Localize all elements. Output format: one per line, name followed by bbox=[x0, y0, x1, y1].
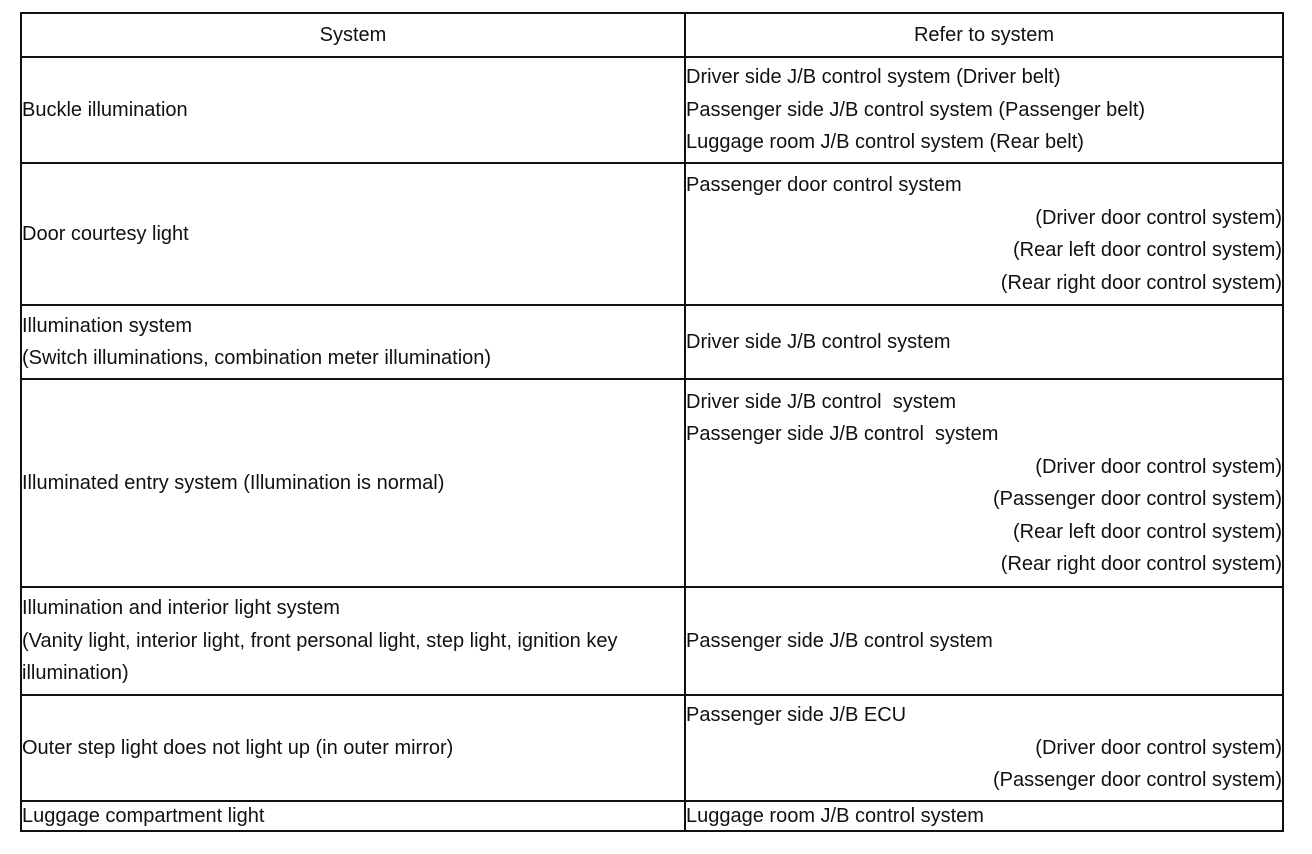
refer-text: Driver side J/B control system bbox=[686, 390, 957, 413]
table-row bbox=[21, 695, 1283, 801]
system-cell bbox=[21, 801, 685, 831]
system-cell bbox=[21, 305, 685, 379]
system-text: Outer step light does not light up (in outer mirror) bbox=[22, 736, 454, 759]
refer-text: (Driver door control system) bbox=[1035, 455, 1282, 478]
system-cell bbox=[21, 587, 685, 695]
refer-cell bbox=[685, 801, 1283, 831]
system-subtext: (Switch illuminations, combination meter illumination) bbox=[22, 347, 492, 369]
refer-text: (Rear left door control system) bbox=[1013, 239, 1282, 261]
table-row bbox=[21, 379, 1283, 587]
refer-cell bbox=[685, 163, 1283, 305]
refer-text: (Rear left door control system) bbox=[1013, 520, 1282, 543]
reference-table bbox=[20, 12, 1284, 832]
system-cell bbox=[21, 57, 685, 163]
system-cell bbox=[21, 695, 685, 801]
refer-cell bbox=[685, 695, 1283, 801]
refer-cell bbox=[685, 379, 1283, 587]
refer-text: (Driver door control system) bbox=[1035, 736, 1282, 759]
refer-text: Passenger side J/B control system bbox=[686, 423, 999, 445]
system-cell bbox=[21, 379, 685, 587]
table-row bbox=[21, 163, 1283, 305]
system-text: Buckle illumination bbox=[22, 98, 188, 121]
system-text: Door courtesy light bbox=[22, 222, 189, 245]
table-row bbox=[21, 801, 1283, 831]
refer-text: Driver side J/B control system bbox=[686, 330, 951, 353]
table-row bbox=[21, 57, 1283, 163]
header-system: System bbox=[21, 13, 685, 57]
refer-text: (Passenger door control system) bbox=[992, 488, 1282, 510]
table-row bbox=[21, 587, 1283, 695]
header-refer-to-system: Refer to system bbox=[685, 13, 1283, 57]
refer-text: Passenger side J/B control system bbox=[686, 629, 993, 652]
system-cell bbox=[21, 163, 685, 305]
system-text: Luggage compartment light bbox=[22, 805, 265, 827]
refer-text: Passenger door control system bbox=[686, 174, 962, 196]
refer-text: (Rear right door control system) bbox=[1000, 553, 1282, 575]
refer-text: Luggage room J/B control system (Rear belt) bbox=[686, 131, 1084, 154]
table-row bbox=[21, 305, 1283, 379]
system-text: Illuminated entry system (Illumination is normal) bbox=[22, 471, 445, 494]
system-subtext: (Vanity light, interior light, front personal light, step light, ignition key illumination) bbox=[22, 629, 618, 685]
refer-cell bbox=[685, 305, 1283, 379]
refer-text: (Rear right door control system) bbox=[1000, 271, 1282, 294]
refer-cell bbox=[685, 57, 1283, 163]
refer-text: Passenger side J/B ECU bbox=[686, 704, 907, 727]
refer-text: (Driver door control system) bbox=[1035, 206, 1282, 229]
refer-text: (Passenger door control system) bbox=[992, 769, 1282, 792]
refer-text: Driver side J/B control system (Driver belt) bbox=[686, 66, 1061, 89]
system-text: Illumination and interior light system bbox=[22, 597, 340, 620]
refer-text: Luggage room J/B control system bbox=[686, 805, 984, 827]
refer-text: Passenger side J/B control system (Passenger belt) bbox=[686, 98, 1146, 121]
header-row bbox=[21, 13, 1283, 57]
refer-cell bbox=[685, 587, 1283, 695]
system-text: Illumination system bbox=[22, 314, 193, 337]
